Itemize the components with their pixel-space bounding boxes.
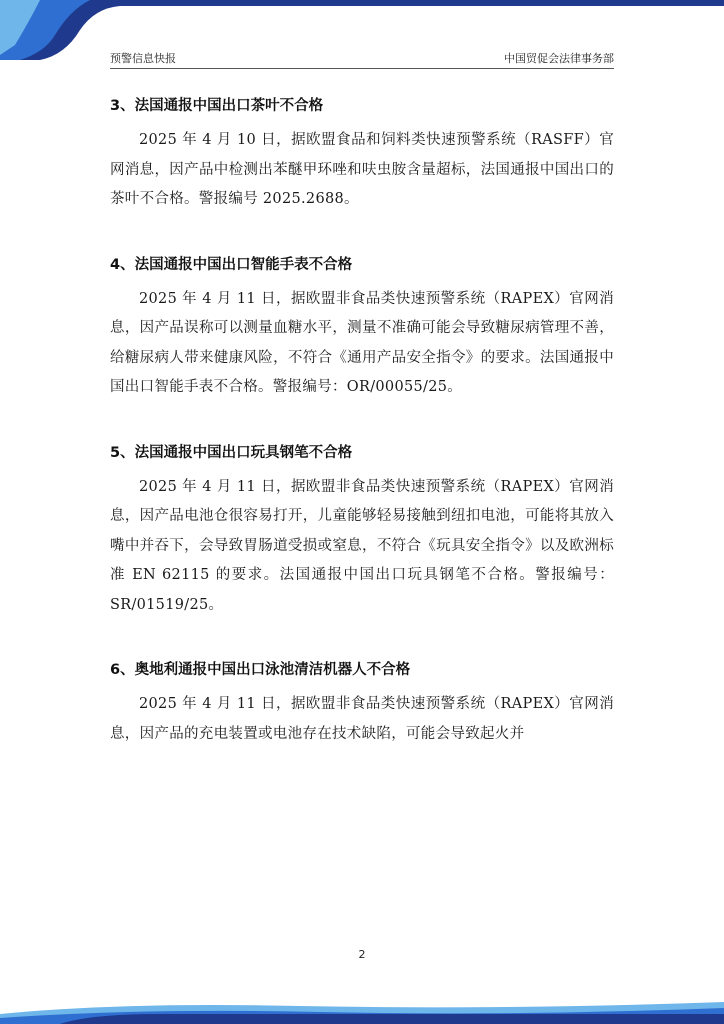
section-title: 4、法国通报中国出口智能手表不合格 [110,256,353,273]
header-publication-title: 预警信息快报 [110,52,176,65]
section-paragraph: 2025 年 4 月 11 日，据欧盟非食品类快速预警系统（RAPEX）官网消息，因产品的充电装置或电池存在技术缺陷，可能会导致起火并 [110,696,614,742]
section-paragraph: 2025 年 4 月 10 日，据欧盟食品和饲料类快速预警系统（RASFF）官网消息，因产品中检测出苯醚甲环唑和呋虫胺含量超标，法国通报中国出口的茶叶不合格。警报编号 2025.2688。 [110,132,614,207]
top-wave-decoration [0,0,724,60]
section-paragraph: 2025 年 4 月 11 日，据欧盟非食品类快速预警系统（RAPEX）官网消息，因产品误称可以测量血糖水平，测量不准确可能会导致糖尿病管理不善，给糖尿病人带来健康风险，不符合《通用产品安全指令》的要求。法国通报中国出口智能手表不合格。警报编号：OR/00055/25。 [110,290,614,395]
notice-section [110,92,614,215]
section-title: 5、法国通报中国出口玩具钢笔不合格 [110,444,353,461]
page-number: 2 [358,948,366,961]
bottom-wave-decoration [0,984,724,1024]
notice-section [110,439,614,621]
header-divider [110,68,614,69]
document-body [110,92,614,785]
section-paragraph: 2025 年 4 月 11 日，据欧盟非食品类快速预警系统（RAPEX）官网消息，因产品电池仓很容易打开，儿童能够轻易接触到纽扣电池，可能将其放入嘴中并吞下，会导致胃肠道受损或窒息，不符合《玩具安全指令》以及欧洲标准 EN 62115 的要求。法国通报中国出口玩具钢笔不合格。警报编号：SR/01519/25。 [110,478,614,613]
section-title: 6、奥地利通报中国出口泳池清洁机器人不合格 [110,662,411,678]
notice-section [110,251,614,403]
notice-section [110,656,614,749]
section-title: 3、法国通报中国出口茶叶不合格 [110,98,324,114]
header-department: 中国贸促会法律事务部 [504,52,614,65]
